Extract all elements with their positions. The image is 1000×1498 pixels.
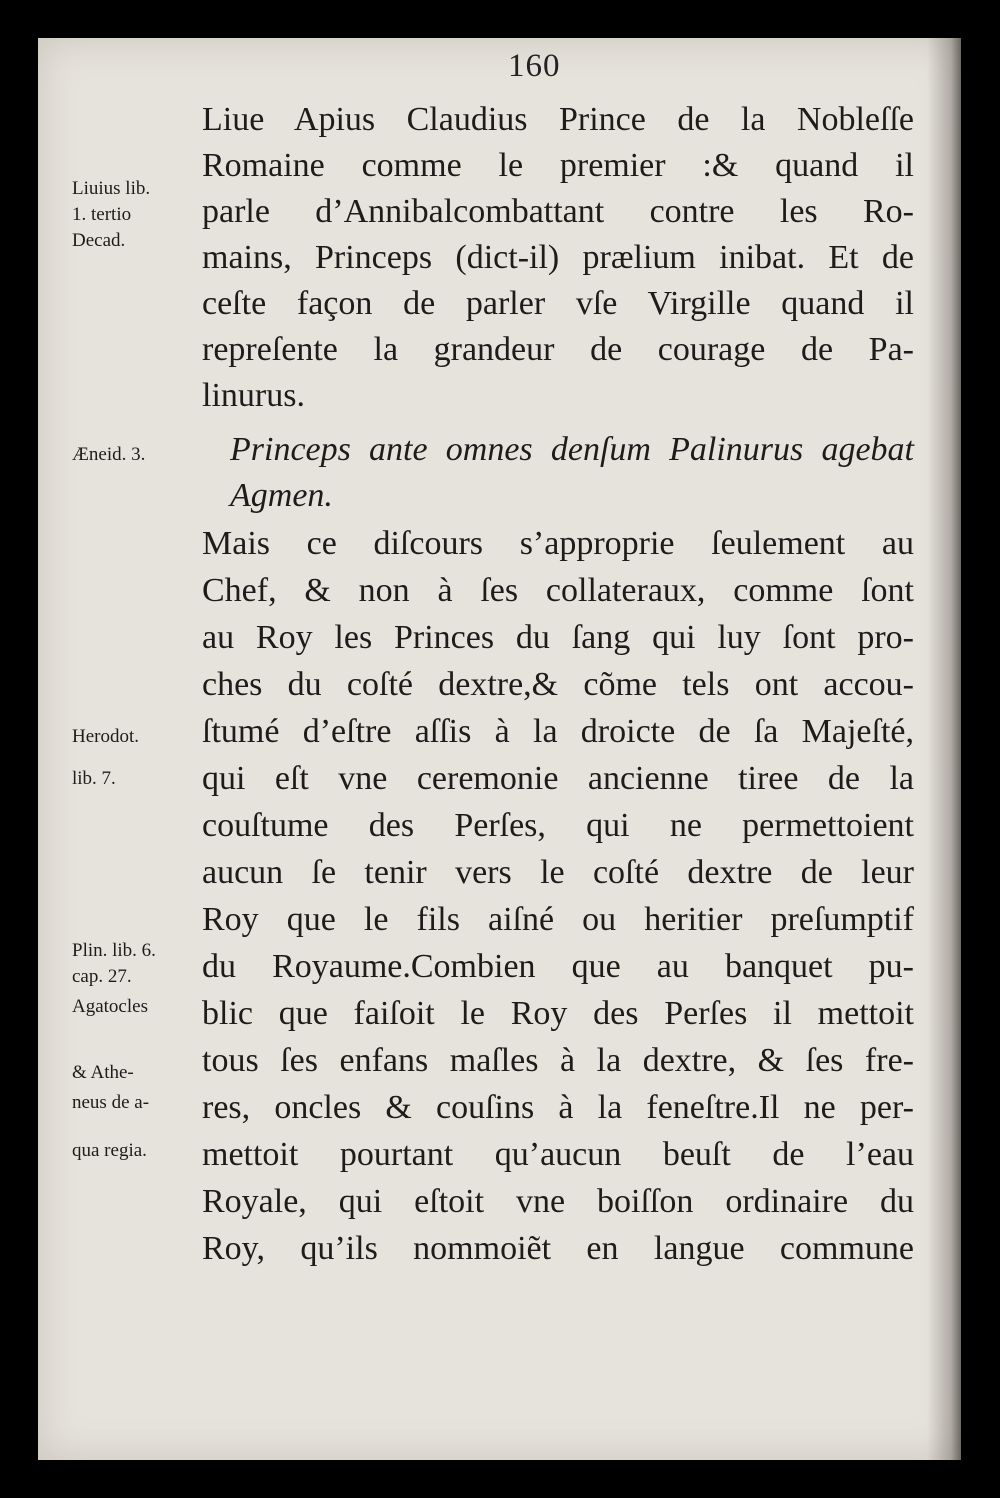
- text-line: ceſte façon de parler vſe Virgille quand il: [202, 285, 914, 322]
- verse-line: Princeps ante omnes denſum Palinurus agebat: [230, 431, 914, 468]
- text-line: Royale, qui eſtoit vne boiſſon ordinaire du: [202, 1183, 914, 1220]
- margin-note: & Athe-: [72, 1062, 134, 1083]
- margin-note: neus de a-: [72, 1092, 150, 1113]
- text-line: couſtume des Perſes, qui ne permettoient: [202, 807, 914, 844]
- verse-line: Agmen.: [230, 477, 333, 514]
- margin-note: qua regia.: [72, 1140, 147, 1161]
- margin-note: 1. tertio: [72, 204, 132, 225]
- text-line: res, oncles & couſins à la feneſtre.Il ne per-: [202, 1089, 914, 1126]
- margin-note: Æneid. 3.: [72, 444, 146, 465]
- text-line: Romaine comme le premier :& quand il: [202, 147, 914, 184]
- margin-note: Decad.: [72, 230, 126, 251]
- text-line: Roy, qu’ils nommoiẽt en langue commune: [202, 1230, 914, 1267]
- text-line: ches du coſté dextre,& cõme tels ont accou-: [202, 666, 914, 703]
- text-line: aucun ſe tenir vers le coſté dextre de leur: [202, 854, 914, 891]
- text-line: Liue Apius Claudius Prince de la Nobleſſe: [202, 101, 914, 138]
- text-line: qui eſt vne ceremonie ancienne tiree de la: [202, 760, 914, 797]
- text-line: blic que faiſoit le Roy des Perſes il mettoit: [202, 995, 914, 1032]
- margin-note: Herodot.: [72, 726, 140, 747]
- gutter-shadow: [927, 38, 961, 1460]
- margin-note: Plin. lib. 6.: [72, 940, 156, 961]
- page-number: 160: [508, 48, 561, 84]
- margin-note: Agatocles: [72, 996, 148, 1017]
- text-line: mettoit pourtant qu’aucun beuſt de l’eau: [202, 1136, 914, 1173]
- margin-note: cap. 27.: [72, 966, 132, 987]
- text-line: Roy que le fils aiſné ou heritier preſumptif: [202, 901, 914, 938]
- text-line: tous ſes enfans maſles à la dextre, & ſes fre-: [202, 1042, 914, 1079]
- margin-note: Liuius lib.: [72, 178, 151, 199]
- text-line: repreſente la grandeur de courage de Pa-: [202, 331, 914, 368]
- text-line: mains, Princeps (dict-il) prælium inibat. Et de: [202, 239, 914, 276]
- text-line: Mais ce diſcours s’approprie ſeulement au: [202, 525, 914, 562]
- book-page: [38, 38, 961, 1460]
- text-line: linurus.: [202, 377, 305, 414]
- text-line: Chef, & non à ſes collateraux, comme ſont: [202, 572, 914, 609]
- text-line: parle d’Annibalcombattant contre les Ro-: [202, 193, 914, 230]
- text-line: au Roy les Princes du ſang qui luy ſont pro-: [202, 619, 914, 656]
- text-line: ſtumé d’eſtre aſſis à la droicte de ſa Majeſté,: [202, 713, 914, 750]
- margin-note: lib. 7.: [72, 768, 116, 789]
- text-line: du Royaume.Combien que au banquet pu-: [202, 948, 914, 985]
